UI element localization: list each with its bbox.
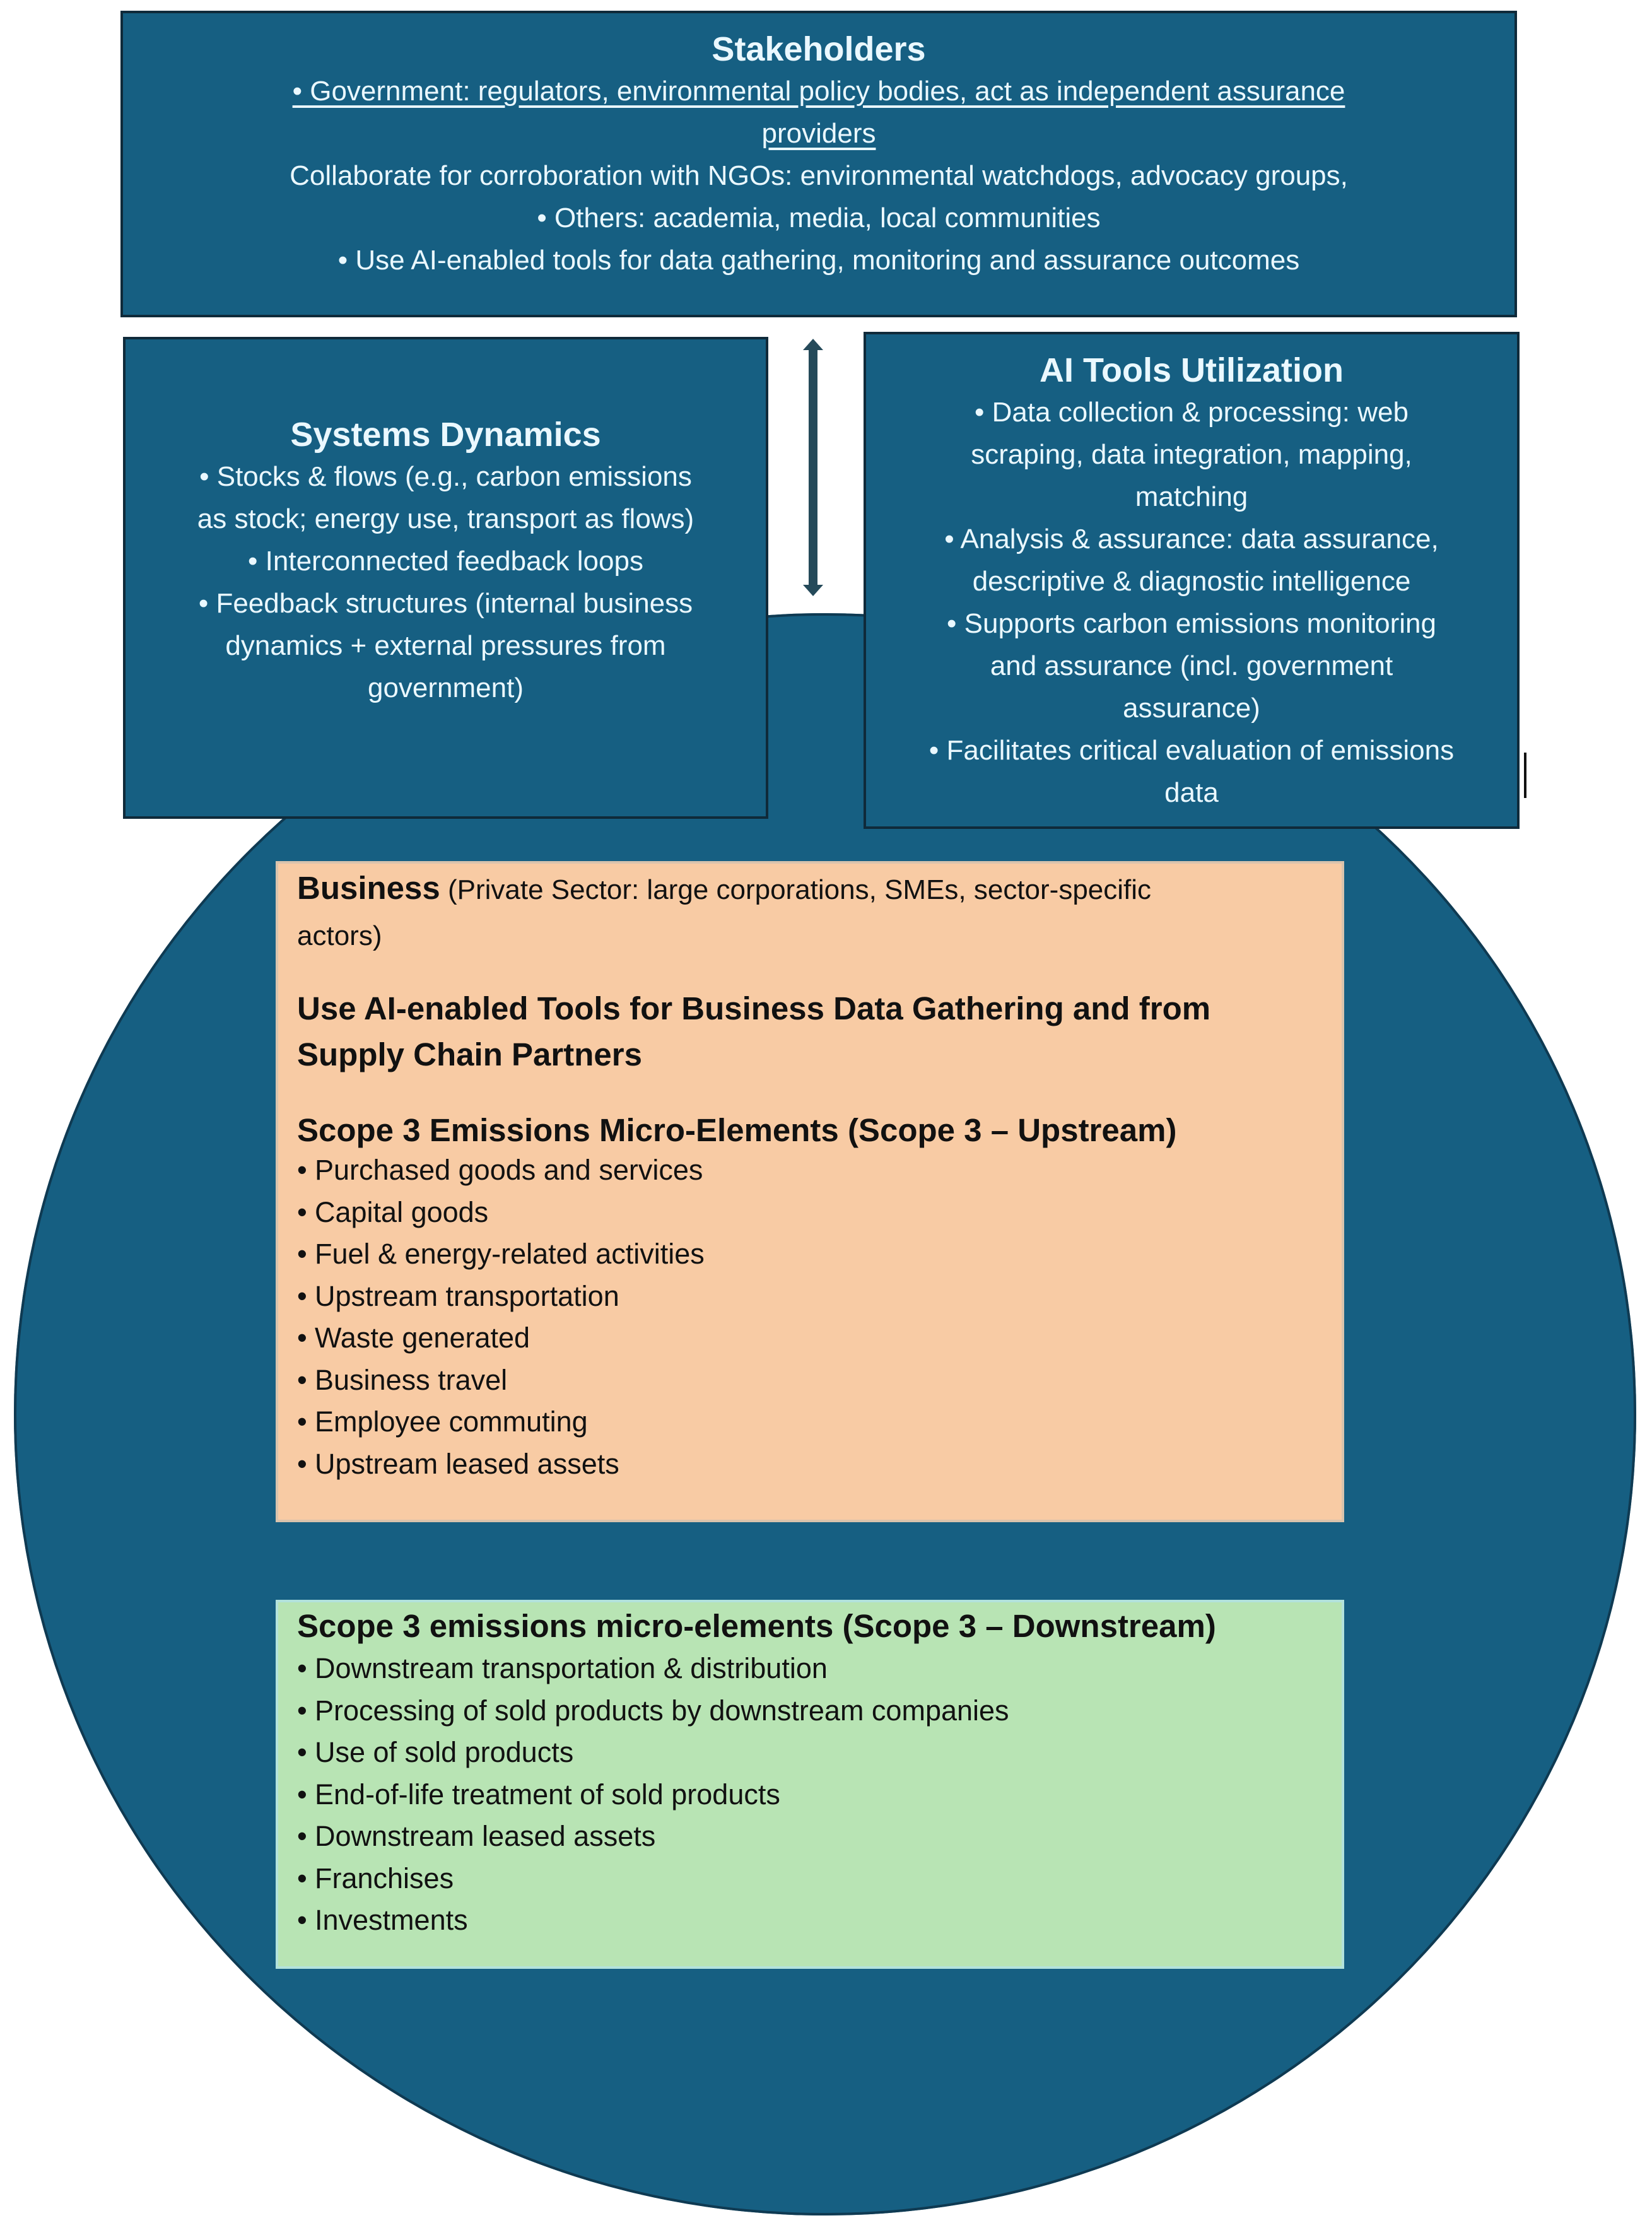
list-item: • Capital goods: [297, 1195, 489, 1228]
list-item: • Use of sold products: [297, 1736, 574, 1768]
business-upstream-card: [276, 861, 1344, 1522]
list-item: • Franchises: [297, 1862, 454, 1894]
upstream-heading: Scope 3 Emissions Micro-Elements (Scope 3 – Upstream): [297, 1112, 1177, 1148]
list-item: • Business travel: [297, 1363, 508, 1396]
systems-dynamics-line: • Feedback structures (internal business: [198, 588, 693, 619]
ai-tools-line: matching: [1135, 481, 1248, 512]
ai-tools-utilization-box: [864, 332, 1520, 829]
stakeholders-government-line-cont: providers: [761, 118, 876, 149]
business-ai-heading: Use AI-enabled Tools for Business Data Gathering and from: [297, 990, 1211, 1026]
list-item: • Employee commuting: [297, 1405, 588, 1438]
list-item: • Processing of sold products by downstream companies: [297, 1694, 1009, 1727]
business-label-detail-cont: actors): [297, 920, 382, 951]
business-label-line: [297, 865, 1329, 913]
business-label-detail: (Private Sector: large corporations, SMEs, sector-specific: [440, 874, 1152, 905]
systems-dynamics-line: as stock; energy use, transport as flows): [197, 503, 694, 534]
arrow-head-up-icon: [803, 339, 823, 350]
ai-tools-line: and assurance (incl. government: [990, 650, 1393, 681]
systems-dynamics-line: • Interconnected feedback loops: [248, 546, 643, 577]
list-item: • Upstream transportation: [297, 1279, 619, 1312]
upstream-items-list: [297, 1149, 1329, 1485]
stakeholders-ngo-line: Collaborate for corroboration with NGOs: environmental watchdogs, advocacy groups,: [290, 160, 1348, 191]
list-item: • Purchased goods and services: [297, 1154, 703, 1186]
bidirectional-arrow-icon: [809, 344, 817, 591]
list-item: • Investments: [297, 1904, 468, 1936]
downstream-heading: Scope 3 emissions micro-elements (Scope 3 – Downstream): [297, 1608, 1216, 1644]
list-item: • Waste generated: [297, 1322, 530, 1354]
stakeholders-box: [120, 11, 1517, 317]
systems-dynamics-box: [123, 337, 768, 819]
ai-tools-line: assurance): [1123, 693, 1260, 724]
systems-dynamics-title: Systems Dynamics: [290, 416, 601, 454]
stakeholders-title: Stakeholders: [712, 30, 926, 68]
ai-tools-line: • Analysis & assurance: data assurance,: [944, 524, 1439, 555]
divider-tick: [1524, 753, 1526, 798]
ai-tools-line: scraping, data integration, mapping,: [971, 439, 1412, 470]
systems-dynamics-line: government): [367, 672, 524, 703]
ai-tools-line: • Facilitates critical evaluation of emissions: [929, 735, 1455, 766]
downstream-card: [276, 1600, 1344, 1969]
downstream-items-list: [297, 1648, 1329, 1942]
stakeholders-others-line: • Others: academia, media, local communities: [537, 202, 1101, 233]
list-item: • Downstream leased assets: [297, 1820, 656, 1852]
arrow-head-down-icon: [803, 585, 823, 596]
list-item: • Downstream transportation & distribution: [297, 1652, 828, 1684]
list-item: • Fuel & energy-related activities: [297, 1238, 705, 1270]
list-item: • Upstream leased assets: [297, 1447, 619, 1480]
systems-dynamics-line: • Stocks & flows (e.g., carbon emissions: [199, 461, 692, 492]
ai-tools-line: descriptive & diagnostic intelligence: [972, 566, 1411, 597]
business-label: Business: [297, 870, 440, 906]
business-ai-heading-cont: Supply Chain Partners: [297, 1036, 642, 1072]
ai-tools-line: data: [1164, 777, 1219, 808]
list-item: • End-of-life treatment of sold products: [297, 1778, 780, 1810]
ai-tools-line: • Data collection & processing: web: [975, 397, 1409, 428]
ai-tools-title: AI Tools Utilization: [1040, 351, 1344, 389]
systems-dynamics-line: dynamics + external pressures from: [225, 630, 666, 661]
stakeholders-ai-tools-line: • Use AI-enabled tools for data gathering, monitoring and assurance outcomes: [337, 245, 1300, 276]
ai-tools-line: • Supports carbon emissions monitoring: [947, 608, 1436, 639]
stakeholders-government-line: • Government: regulators, environmental policy bodies, act as independent assurance: [292, 76, 1345, 107]
